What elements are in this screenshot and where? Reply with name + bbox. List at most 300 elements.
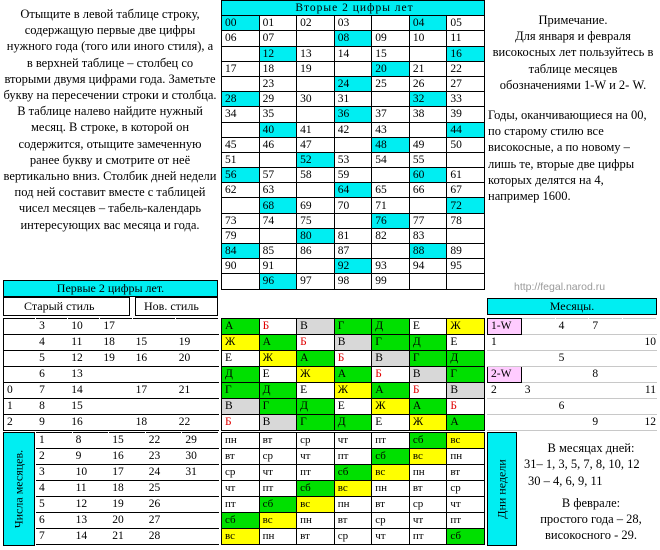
year-cell: [372, 168, 410, 183]
letter-cell: Д: [259, 383, 297, 399]
day-number-cell: 21: [109, 529, 146, 545]
weekday-cell: чт: [222, 481, 260, 497]
month-cell: [521, 319, 555, 335]
note-title: Примечание.: [538, 13, 608, 27]
years-row: [222, 213, 485, 228]
year-cell: 24: [334, 76, 372, 91]
weekday-cell: вт: [334, 513, 372, 529]
year-cell: 08: [334, 31, 372, 46]
years-row: [222, 228, 485, 243]
old-style-header: Старый стиль: [3, 297, 130, 316]
weekday-cell: пт: [409, 529, 447, 545]
note-block: [488, 12, 658, 204]
weekday-cell: пн: [259, 529, 297, 545]
letter-cell: Ж: [334, 383, 372, 399]
century-cell: 20: [175, 351, 218, 367]
year-cell: 72: [447, 198, 485, 213]
month-cell: [589, 335, 623, 351]
year-cell: [297, 259, 335, 274]
month-cell: [589, 383, 623, 399]
century-cell: [100, 383, 132, 399]
century-cell: 0: [4, 383, 36, 399]
letter-cell: Б: [447, 399, 485, 415]
year-cell: 69: [297, 198, 335, 213]
year-cell: 88: [409, 244, 447, 259]
letter-cell: Ж: [297, 367, 335, 383]
letter-cell: В: [222, 399, 260, 415]
second-digits-header: Вторые 2 цифры лет: [222, 1, 485, 16]
days-info-30: 30 – 4, 6, 9, 11: [528, 473, 603, 488]
year-cell: 59: [334, 168, 372, 183]
day-number-cell: 23: [145, 449, 182, 465]
day-number-cell: 2: [36, 449, 73, 465]
year-cell: 26: [409, 76, 447, 91]
days-label-box: [3, 432, 35, 546]
weekday-cell: сб: [447, 529, 485, 545]
letter-cell: Ж: [447, 319, 485, 335]
weekday-cell: пт: [447, 513, 485, 529]
year-cell: 43: [372, 122, 410, 137]
century-cell: 14: [68, 383, 100, 399]
century-cell: [175, 319, 218, 335]
year-cell: 47: [297, 137, 335, 152]
weekday-cell: пн: [222, 433, 260, 449]
year-cell: 77: [409, 213, 447, 228]
weekday-cell: пн: [372, 481, 410, 497]
letter-cell: Б: [297, 335, 335, 351]
letter-cell: Б: [409, 383, 447, 399]
year-cell: 63: [259, 183, 297, 198]
years-row: [222, 76, 485, 91]
year-cell: 04: [409, 16, 447, 31]
weekday-cell: вт: [222, 449, 260, 465]
month-cell: [623, 367, 657, 383]
year-cell: [222, 46, 260, 61]
month-cell: 1-W: [488, 319, 522, 335]
weekday-cell: вс: [409, 449, 447, 465]
first-digits-table: [3, 318, 219, 431]
weekday-cell: пн: [409, 465, 447, 481]
year-cell: [447, 274, 485, 289]
letter-cell: А: [372, 383, 410, 399]
letter-cell: Ж: [372, 399, 410, 415]
letter-cell: В: [259, 415, 297, 431]
note-leap-months: Для января и февраля високосных лет пользуйтесь в таблице месяцев обозначениями 1-W и 2- W.: [492, 29, 654, 92]
year-cell: [297, 76, 335, 91]
century-cell: 22: [175, 415, 218, 431]
century-cell: [175, 367, 218, 383]
century-cell: 19: [175, 335, 218, 351]
year-cell: 07: [259, 31, 297, 46]
century-cell: 18: [132, 415, 175, 431]
weekday-cell: ср: [297, 433, 335, 449]
year-cell: 39: [447, 107, 485, 122]
year-cell: 23: [259, 76, 297, 91]
year-cell: 10: [409, 31, 447, 46]
year-cell: 82: [372, 228, 410, 243]
year-cell: 78: [447, 213, 485, 228]
year-cell: 79: [222, 228, 260, 243]
year-cell: 35: [259, 107, 297, 122]
year-cell: 41: [297, 122, 335, 137]
day-number-cell: 30: [182, 449, 219, 465]
years-row: [222, 122, 485, 137]
weekday-cell: вс: [447, 433, 485, 449]
years-row: [222, 168, 485, 183]
month-cell: [521, 367, 555, 383]
year-cell: 74: [259, 213, 297, 228]
century-cell: [4, 335, 36, 351]
weekday-cell: вт: [447, 465, 485, 481]
new-style-header: Нов. стиль: [135, 297, 218, 316]
year-cell: 96: [259, 274, 297, 289]
year-cell: 05: [447, 16, 485, 31]
letter-cell: Д: [372, 319, 410, 335]
years-row: [222, 274, 485, 289]
years-row: [222, 244, 485, 259]
letter-cell: А: [259, 335, 297, 351]
year-cell: 32: [409, 92, 447, 107]
month-cell: 10: [623, 335, 657, 351]
first-digits-header: Первые 2 цифры лет.: [3, 280, 218, 297]
year-cell: 03: [334, 16, 372, 31]
century-cell: 13: [68, 367, 100, 383]
weekday-table: [221, 432, 485, 545]
years-row: [222, 183, 485, 198]
month-cell: [488, 399, 522, 415]
letter-cell: Е: [334, 399, 372, 415]
century-cell: 11: [68, 335, 100, 351]
year-cell: 16: [447, 46, 485, 61]
year-cell: 14: [334, 46, 372, 61]
month-cell: 2-W: [488, 367, 522, 383]
century-cell: 3: [36, 319, 68, 335]
day-number-cell: 4: [36, 481, 73, 497]
year-cell: 37: [372, 107, 410, 122]
year-cell: 84: [222, 244, 260, 259]
day-number-cell: [182, 513, 219, 529]
day-number-cell: 31: [182, 465, 219, 481]
year-cell: 71: [372, 198, 410, 213]
letter-cell: В: [334, 335, 372, 351]
year-cell: 61: [447, 168, 485, 183]
letter-cell: В: [372, 351, 410, 367]
letter-cell: Г: [409, 351, 447, 367]
weekday-cell: вт: [259, 433, 297, 449]
year-cell: 36: [334, 107, 372, 122]
month-cell: 6: [555, 399, 589, 415]
site-url: http://fegal.narod.ru: [514, 281, 606, 293]
year-cell: 65: [372, 183, 410, 198]
letter-cell: Г: [297, 415, 335, 431]
century-cell: 10: [68, 319, 100, 335]
year-cell: 11: [447, 31, 485, 46]
weekday-cell: ср: [409, 497, 447, 513]
year-cell: [372, 92, 410, 107]
century-cell: 2: [4, 415, 36, 431]
month-cell: 3: [521, 383, 555, 399]
year-cell: [297, 107, 335, 122]
year-cell: 40: [259, 122, 297, 137]
year-cell: 15: [372, 46, 410, 61]
century-cell: 6: [36, 367, 68, 383]
day-number-cell: 18: [109, 481, 146, 497]
letter-cell: Д: [297, 399, 335, 415]
weekday-cell: сб: [334, 465, 372, 481]
letter-cell: Б: [372, 367, 410, 383]
letter-cell: Д: [222, 367, 260, 383]
weekdays-label: Дни недели: [494, 459, 509, 519]
day-number-cell: 20: [109, 513, 146, 529]
year-cell: 01: [259, 16, 297, 31]
year-cell: 98: [334, 274, 372, 289]
year-cell: 53: [334, 152, 372, 167]
century-cell: 12: [68, 351, 100, 367]
letter-cell: Е: [297, 383, 335, 399]
letter-cell: Д: [334, 415, 372, 431]
letter-cell: Е: [409, 319, 447, 335]
year-cell: 90: [222, 259, 260, 274]
letter-cell: А: [297, 351, 335, 367]
year-cell: 54: [372, 152, 410, 167]
year-cell: [409, 274, 447, 289]
day-number-cell: 26: [145, 497, 182, 513]
month-cell: [555, 415, 589, 431]
year-cell: 21: [409, 61, 447, 76]
years-row: [222, 31, 485, 46]
weekday-cell: вс: [372, 465, 410, 481]
century-cell: 15: [132, 335, 175, 351]
century-cell: 19: [100, 351, 132, 367]
days-label: Числа месяцев.: [11, 449, 26, 529]
letter-cell: Ж: [222, 335, 260, 351]
letter-cell: Д: [409, 335, 447, 351]
century-cell: 9: [36, 415, 68, 431]
century-cell: 5: [36, 351, 68, 367]
day-number-cell: 14: [72, 529, 109, 545]
days-info-title: В месяцах дней:: [547, 441, 635, 455]
year-cell: [372, 16, 410, 31]
year-cell: 48: [372, 137, 410, 152]
letter-cell: Г: [334, 319, 372, 335]
century-cell: 21: [175, 383, 218, 399]
day-number-cell: [182, 481, 219, 497]
year-cell: [297, 183, 335, 198]
year-cell: 46: [259, 137, 297, 152]
year-cell: 99: [372, 274, 410, 289]
days-info-31: 31– 1, 3, 5, 7, 8, 10, 12: [524, 457, 640, 472]
year-cell: 06: [222, 31, 260, 46]
month-cell: 5: [555, 351, 589, 367]
year-cell: [334, 213, 372, 228]
month-cell: [589, 351, 623, 367]
months-header: Месяцы.: [487, 298, 657, 315]
letter-cell: А: [409, 399, 447, 415]
weekday-cell: пт: [334, 449, 372, 465]
weekday-cell: вт: [409, 481, 447, 497]
weekday-cell: чт: [447, 497, 485, 513]
year-cell: 89: [447, 244, 485, 259]
year-cell: 60: [409, 168, 447, 183]
year-cell: 67: [447, 183, 485, 198]
letter-cell: Е: [222, 351, 260, 367]
year-cell: 13: [297, 46, 335, 61]
letter-cell: В: [409, 367, 447, 383]
year-cell: [222, 122, 260, 137]
month-cell: [521, 351, 555, 367]
day-number-cell: 7: [36, 529, 73, 545]
year-cell: 33: [447, 92, 485, 107]
letter-cell: В: [297, 319, 335, 335]
year-cell: 81: [334, 228, 372, 243]
weekday-cell: ср: [447, 481, 485, 497]
day-number-cell: 25: [145, 481, 182, 497]
day-number-cell: [182, 529, 219, 545]
year-cell: 75: [297, 213, 335, 228]
month-cell: 8: [589, 367, 623, 383]
day-number-cell: 24: [145, 465, 182, 481]
century-cell: [4, 367, 36, 383]
letters-table: [221, 318, 485, 431]
century-cell: 17: [100, 319, 132, 335]
year-cell: 29: [259, 92, 297, 107]
year-cell: [259, 152, 297, 167]
century-cell: 4: [36, 335, 68, 351]
letter-cell: Г: [447, 367, 485, 383]
day-number-cell: 28: [145, 529, 182, 545]
weekday-cell: вс: [297, 497, 335, 513]
letter-cell: Е: [259, 367, 297, 383]
year-cell: 55: [409, 152, 447, 167]
letter-cell: Е: [447, 335, 485, 351]
year-cell: 20: [372, 61, 410, 76]
day-number-cell: 8: [72, 433, 109, 449]
century-cell: [132, 319, 175, 335]
year-cell: 12: [259, 46, 297, 61]
year-cell: 86: [297, 244, 335, 259]
letter-cell: Г: [372, 335, 410, 351]
year-cell: 27: [447, 76, 485, 91]
year-cell: [334, 61, 372, 76]
weekday-cell: пт: [372, 433, 410, 449]
letter-cell: Г: [259, 399, 297, 415]
century-cell: 8: [36, 399, 68, 415]
day-number-cell: 22: [145, 433, 182, 449]
year-cell: 73: [222, 213, 260, 228]
month-cell: 1: [488, 335, 522, 351]
years-row: [222, 92, 485, 107]
year-cell: 38: [409, 107, 447, 122]
letter-cell: В: [447, 383, 485, 399]
year-cell: 49: [409, 137, 447, 152]
year-cell: 44: [447, 122, 485, 137]
weekday-cell: чт: [409, 513, 447, 529]
weekday-cell: сб: [372, 449, 410, 465]
letter-cell: А: [222, 319, 260, 335]
year-cell: [259, 228, 297, 243]
year-cell: [222, 274, 260, 289]
years-row: [222, 137, 485, 152]
year-cell: 80: [297, 228, 335, 243]
weekday-cell: чт: [297, 449, 335, 465]
month-cell: [555, 335, 589, 351]
year-cell: 66: [409, 183, 447, 198]
year-cell: 76: [372, 213, 410, 228]
year-cell: [297, 31, 335, 46]
year-cell: 09: [372, 31, 410, 46]
year-cell: 28: [222, 92, 260, 107]
day-number-cell: 13: [72, 513, 109, 529]
year-cell: 02: [297, 16, 335, 31]
letter-cell: Б: [334, 351, 372, 367]
year-cell: 52: [297, 152, 335, 167]
month-cell: 11: [623, 383, 657, 399]
weekday-cell: пн: [334, 497, 372, 513]
day-number-cell: 17: [109, 465, 146, 481]
year-cell: 30: [297, 92, 335, 107]
note-century-years: Годы, оканчивающиеся на 00, по старому стилю все високосные, а по новому – лишь те, вторые две цифры которых делятся на 4, например 1600.: [488, 108, 647, 204]
years-row: [222, 152, 485, 167]
weekday-cell: вс: [259, 513, 297, 529]
century-cell: [4, 351, 36, 367]
month-cell: [623, 351, 657, 367]
day-number-cell: [182, 497, 219, 513]
year-cell: 62: [222, 183, 260, 198]
year-cell: 85: [259, 244, 297, 259]
year-cell: 68: [259, 198, 297, 213]
month-cell: 7: [589, 319, 623, 335]
month-cell: [521, 399, 555, 415]
day-number-cell: 9: [72, 449, 109, 465]
month-cell: [623, 399, 657, 415]
century-cell: [100, 367, 132, 383]
year-cell: 56: [222, 168, 260, 183]
month-cell: 4: [555, 319, 589, 335]
letter-cell: Е: [372, 415, 410, 431]
weekday-cell: ср: [259, 449, 297, 465]
letter-cell: А: [334, 367, 372, 383]
year-cell: 25: [372, 76, 410, 91]
year-cell: 64: [334, 183, 372, 198]
letter-cell: Д: [447, 351, 485, 367]
month-cell: [488, 415, 522, 431]
year-cell: 95: [447, 259, 485, 274]
month-cell: [521, 335, 555, 351]
years-row: [222, 61, 485, 76]
months-table: [487, 318, 657, 431]
century-cell: [100, 415, 132, 431]
days-info-common: простого года – 28,: [540, 512, 642, 527]
days-info-leap: високосного - 29.: [545, 528, 637, 543]
century-cell: [100, 399, 132, 415]
month-cell: [521, 415, 555, 431]
year-cell: [447, 152, 485, 167]
weekday-cell: вт: [297, 529, 335, 545]
month-cell: [555, 367, 589, 383]
year-cell: [222, 76, 260, 91]
year-cell: 97: [297, 274, 335, 289]
century-cell: 15: [68, 399, 100, 415]
weekday-cell: чт: [334, 433, 372, 449]
day-numbers-table: [3, 432, 219, 545]
century-cell: [132, 399, 175, 415]
weekday-cell: пн: [447, 449, 485, 465]
day-number-cell: 12: [72, 497, 109, 513]
year-cell: 87: [334, 244, 372, 259]
century-cell: 16: [68, 415, 100, 431]
century-cell: 7: [36, 383, 68, 399]
weekday-cell: вс: [334, 481, 372, 497]
